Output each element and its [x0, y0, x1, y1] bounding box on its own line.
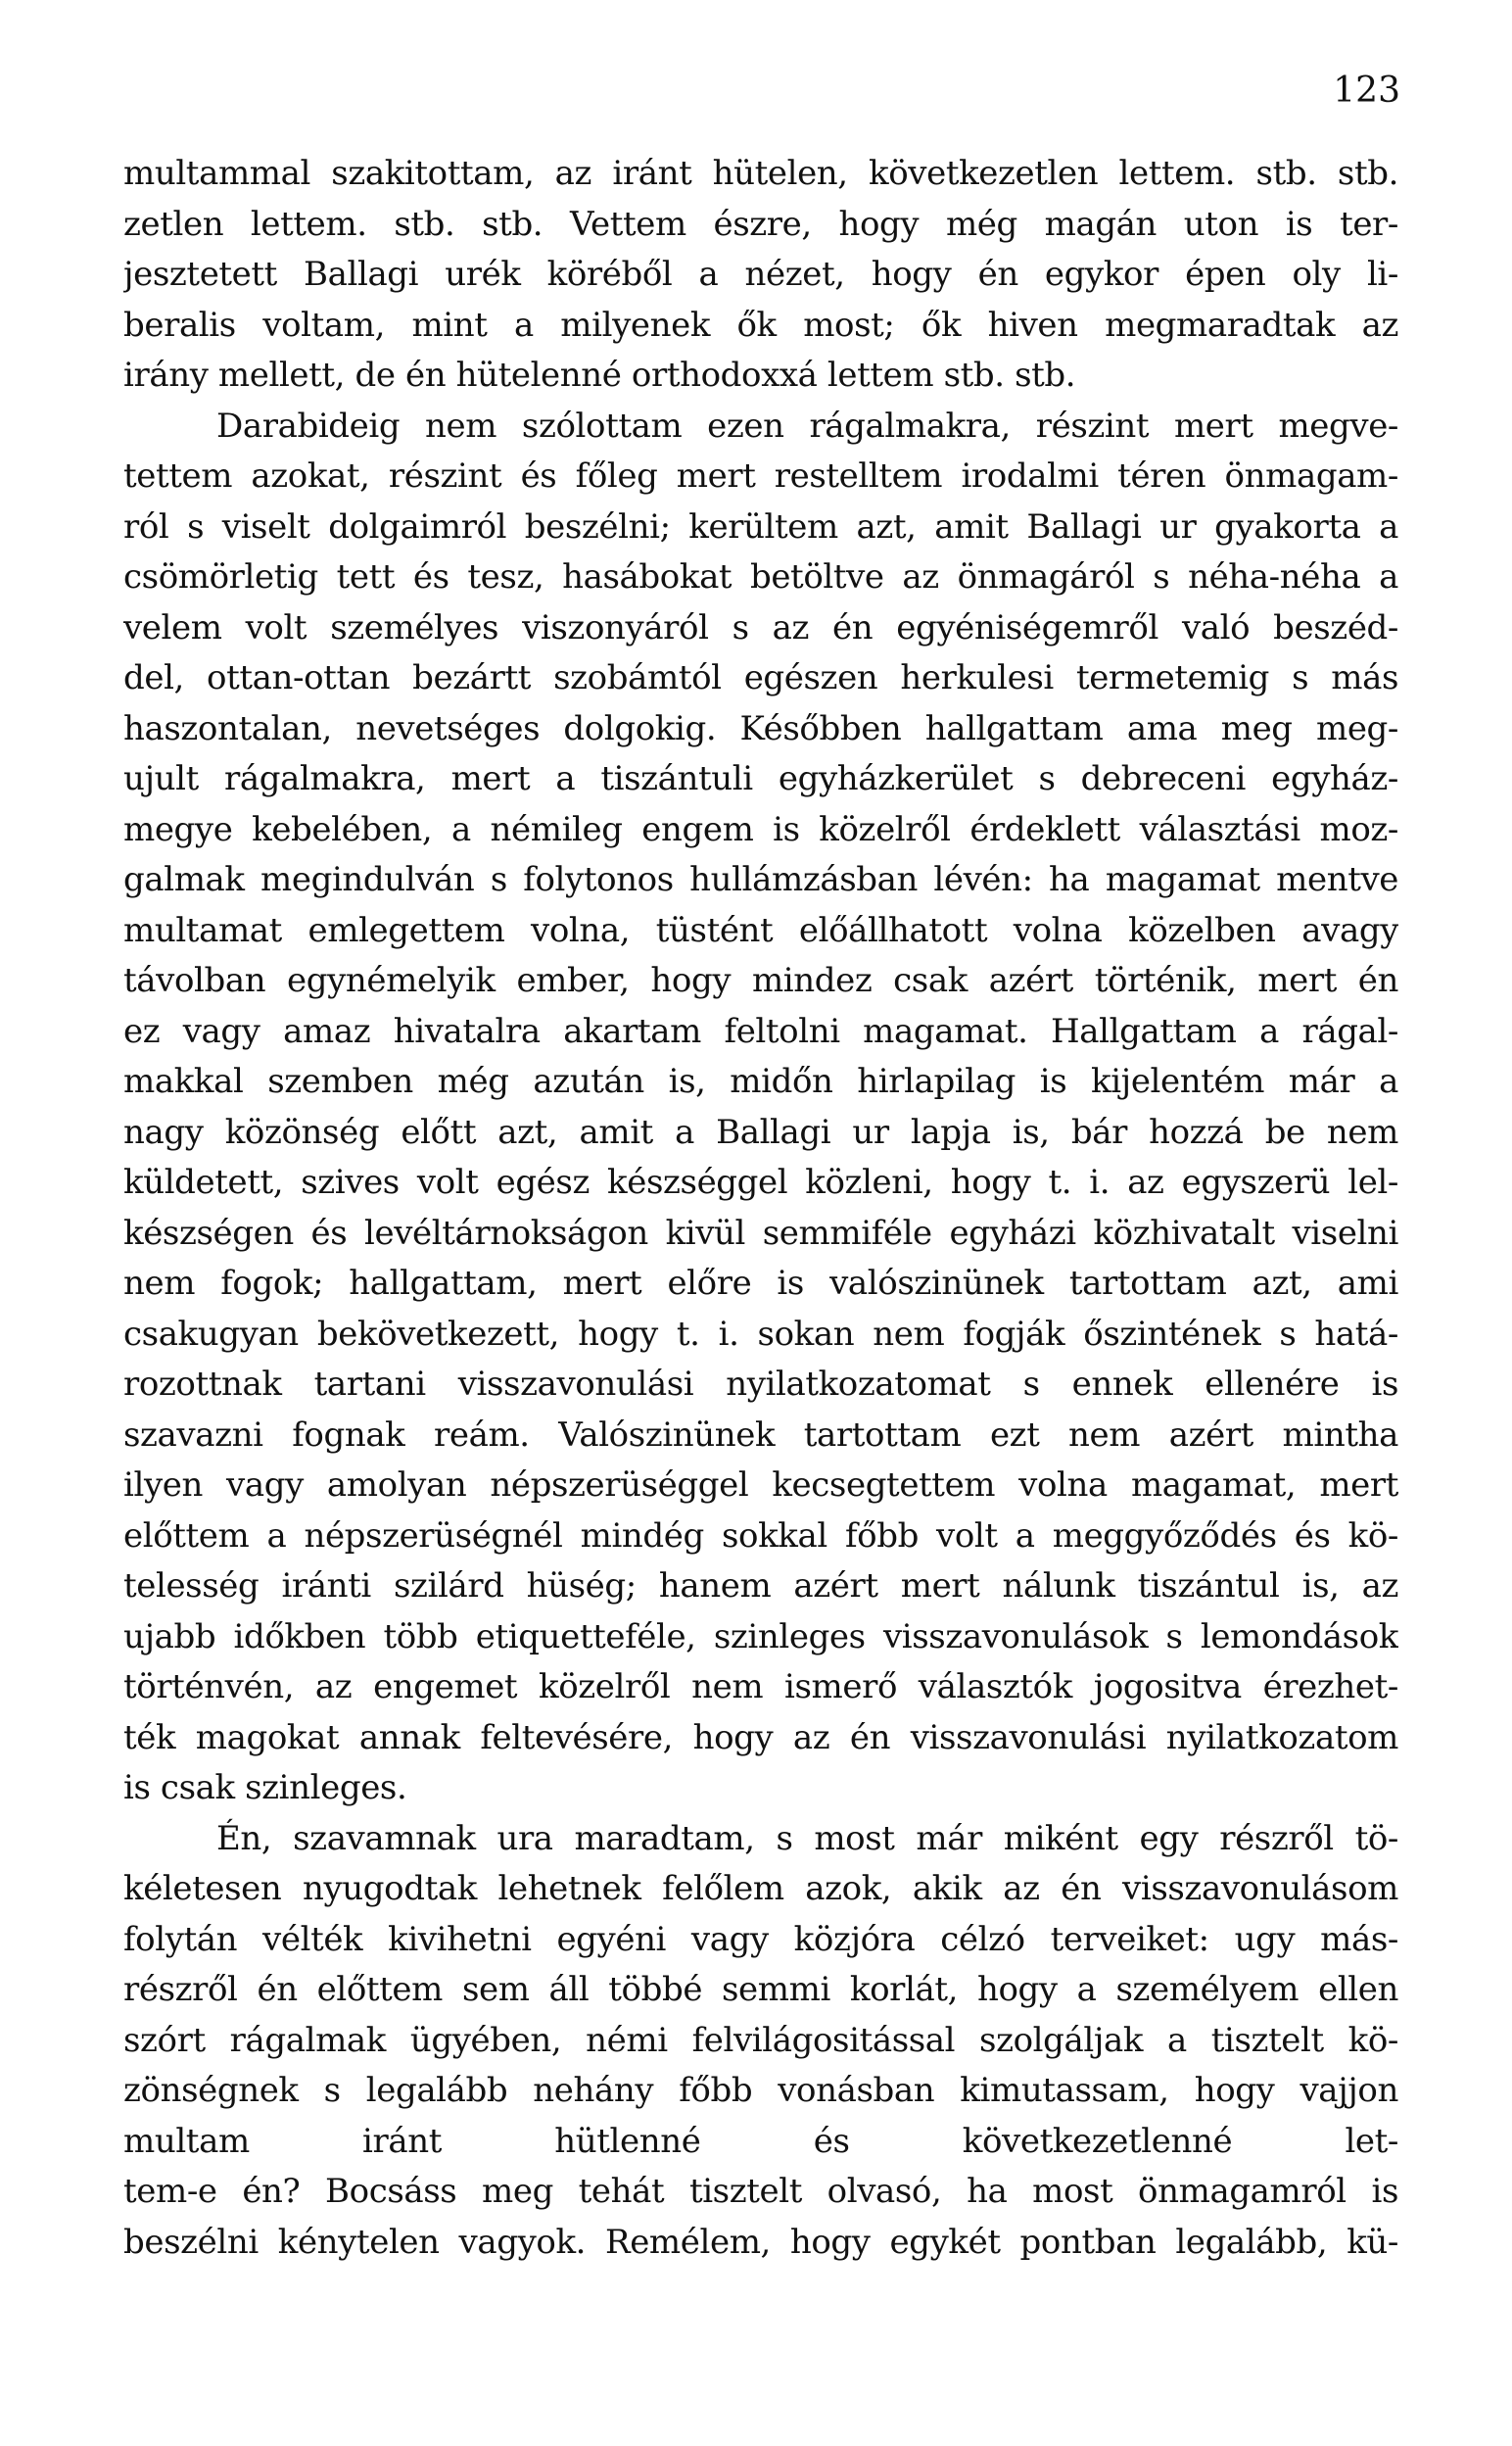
- text-line: nem fogok; hallgattam, mert előre is valószinünek tartottam azt, ami: [123, 1264, 1398, 1303]
- text-line: ilyen vagy amolyan népszerüséggel kecsegtettem volna magamat, mert: [123, 1465, 1398, 1505]
- text-line: csömörletig tett és tesz, hasábokat betöltve az önmagáról s néha-néha a: [123, 557, 1398, 597]
- text-line: kéletesen nyugodtak lehetnek felőlem azok, akik az én visszavonulásom: [123, 1869, 1398, 1908]
- text-line: küldetett, szives volt egész készséggel közleni, hogy t. i. az egyszerü lel-: [123, 1163, 1398, 1202]
- text-line: del, ottan-ottan bezártt szobámtól egészen herkulesi termetemig s más: [123, 658, 1398, 697]
- text-line: készségen és levéltárnokságon kivül semmiféle egyházi közhivatalt viselni: [123, 1213, 1398, 1253]
- text-line: zönségnek s legalább nehány főbb vonásban kimutassam, hogy vajjon: [123, 2071, 1398, 2110]
- text-line: nagy közönség előtt azt, amit a Ballagi ur lapja is, bár hozzá be nem: [123, 1112, 1398, 1152]
- text-line: galmak megindulván s folytonos hullámzásban lévén: ha magamat mentve: [123, 860, 1398, 899]
- text-line: multamat emlegettem volna, tüstént előállhatott volna közelben avagy: [123, 910, 1398, 950]
- text-line: szórt rágalmak ügyében, némi felvilágositással szolgáljak a tisztelt kö-: [123, 2020, 1398, 2060]
- text-line: történvén, az engemet közelről nem ismerő választók jogositva érezhet-: [123, 1667, 1398, 1706]
- text-line: ez vagy amaz hivatalra akartam feltolni magamat. Hallgattam a rágal-: [123, 1011, 1398, 1051]
- text-line: velem volt személyes viszonyáról s az én egyéniségemről való beszéd-: [123, 607, 1398, 647]
- text-line: részről én előttem sem áll többé semmi korlát, hogy a személyem ellen: [123, 1970, 1398, 2009]
- text-line: Darabideig nem szólottam ezen rágalmakra, részint mert megve-: [216, 406, 1398, 446]
- text-line: is csak szinleges.: [123, 1768, 407, 1807]
- text-line: távolban egynémelyik ember, hogy mindez csak azért történik, mert én: [123, 961, 1398, 1000]
- text-line: előttem a népszerüségnél mindég sokkal főbb volt a meggyőződés és kö-: [123, 1515, 1398, 1556]
- text-line: telesség iránti szilárd hüség; hanem azért mert nálunk tiszántul is, az: [123, 1566, 1398, 1606]
- text-line: tettem azokat, részint és főleg mert restelltem irodalmi téren önmagam-: [123, 456, 1398, 496]
- text-line: Én, szavamnak ura maradtam, s most már miként egy részről tö-: [216, 1818, 1398, 1858]
- text-line: makkal szemben még azután is, midőn hirlapilag is kijelentém már a: [123, 1062, 1398, 1101]
- text-line: ujabb időkben több etiquetteféle, szinleges visszavonulások s lemondások: [123, 1616, 1398, 1656]
- text-line: ték magokat annak feltevésére, hogy az én visszavonulási nyilatkozatom: [123, 1717, 1398, 1757]
- text-line: csakugyan bekövetkezett, hogy t. i. sokan nem fogják őszintének s hatá-: [123, 1314, 1398, 1354]
- text-line: beszélni kénytelen vagyok. Remélem, hogy egykét pontban legalább, kü-: [123, 2222, 1398, 2262]
- text-line: beralis voltam, mint a milyenek ők most; ők hiven megmaradtak az: [123, 305, 1398, 345]
- page-number: 123: [1333, 71, 1400, 111]
- text-line: ujult rágalmakra, mert a tiszántuli egyházkerület s debreceni egyház-: [123, 759, 1398, 798]
- text-line: folytán vélték kivihetni egyéni vagy közjóra célzó terveiket: ugy más-: [123, 1919, 1398, 1959]
- text-line: ról s viselt dolgaimról beszélni; kerültem azt, amit Ballagi ur gyakorta a: [123, 506, 1398, 547]
- text-line: multammal szakitottam, az iránt hütelen, következetlen lettem. stb. stb.: [123, 154, 1398, 193]
- text-line: rozottnak tartani visszavonulási nyilatkozatomat s ennek ellenére is: [123, 1365, 1398, 1404]
- text-line: irány mellett, de én hütelenné orthodoxxá lettem stb. stb.: [123, 356, 1076, 395]
- text-line: tem-e én? Bocsáss meg tehát tisztelt olvasó, ha most önmagamról is: [123, 2172, 1398, 2211]
- text-line: haszontalan, nevetséges dolgokig. Későbben hallgattam ama meg meg-: [123, 708, 1398, 748]
- text-line: megye kebelében, a némileg engem is közelről érdeklett választási moz-: [123, 809, 1398, 849]
- text-line: zetlen lettem. stb. stb. Vettem észre, hogy még magán uton is ter-: [123, 204, 1398, 244]
- body-text: [123, 149, 1398, 2268]
- text-line: multam iránt hütlenné és következetlenné let-: [123, 2121, 1398, 2161]
- text-line: jesztetett Ballagi urék köréből a nézet, hogy én egykor épen oly li-: [123, 255, 1398, 294]
- text-line: szavazni fognak reám. Valószinünek tartottam ezt nem azért mintha: [123, 1415, 1398, 1455]
